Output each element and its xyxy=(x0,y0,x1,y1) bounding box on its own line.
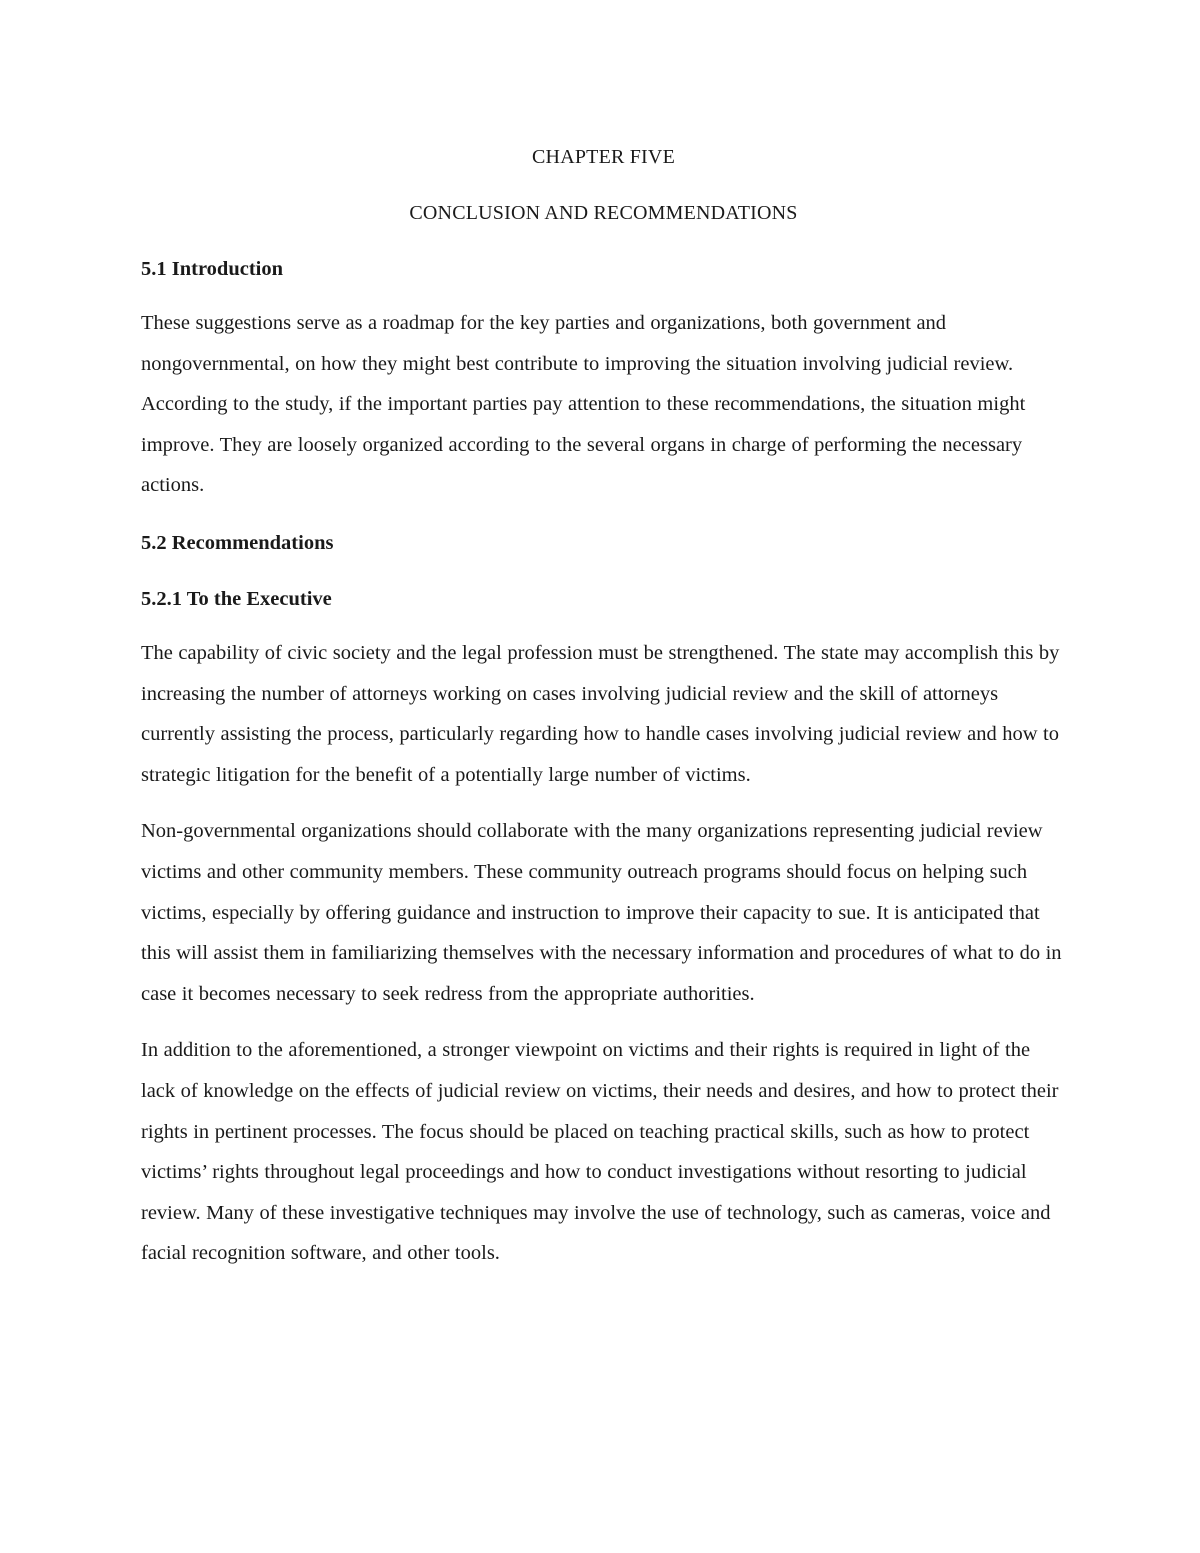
chapter-subtitle: CONCLUSION AND RECOMMENDATIONS xyxy=(409,202,798,224)
executive-paragraph-3: In addition to the aforementioned, a stronger viewpoint on victims and their rights is required in light of the lack of knowledge on the effects of judicial review on victims, their needs and desires, and how to protect their rights in pertinent processes. The focus should be placed on teaching practical skills, such as how to protect victims’ rights throughout legal proceedings and how to conduct investigations without resorting to judicial review. Many of these investigative techniques may involve the use of technology, such as cameras, voice and facial recognition software, and other tools. xyxy=(141,1039,1059,1265)
subsection-heading-executive: 5.2.1 To the Executive xyxy=(141,587,332,610)
document-page xyxy=(141,140,1066,1274)
introduction-paragraph: These suggestions serve as a roadmap for the key parties and organizations, both government and nongovernmental, on how they might best contribute to improving the situation involving judicial review. According to the study, if the important parties pay attention to these recommendations, the situation might improve. They are loosely organized according to the several organs in charge of performing the necessary actions. xyxy=(141,312,1026,497)
section-heading-introduction: 5.1 Introduction xyxy=(141,258,284,280)
executive-paragraph-2: Non-governmental organizations should collaborate with the many organizations representing judicial review victims and other community members. These community outreach programs should focus on helping such victims, especially by offering guidance and instruction to improve their capacity to sue. It is anticipated that this will assist them in familiarizing themselves with the necessary information and procedures of what to do in case it becomes necessary to seek redress from the appropriate authorities. xyxy=(141,820,1062,1005)
chapter-title: CHAPTER FIVE xyxy=(532,146,675,168)
executive-paragraph-1: The capability of civic society and the legal profession must be strengthened. The state may accomplish this by increasing the number of attorneys working on cases involving judicial review and the skill of attorneys currently assisting the process, particularly regarding how to handle cases involving judicial review and how to strategic litigation for the benefit of a potentially large number of victims. xyxy=(141,641,1060,786)
section-heading-recommendations: 5.2 Recommendations xyxy=(141,531,334,554)
